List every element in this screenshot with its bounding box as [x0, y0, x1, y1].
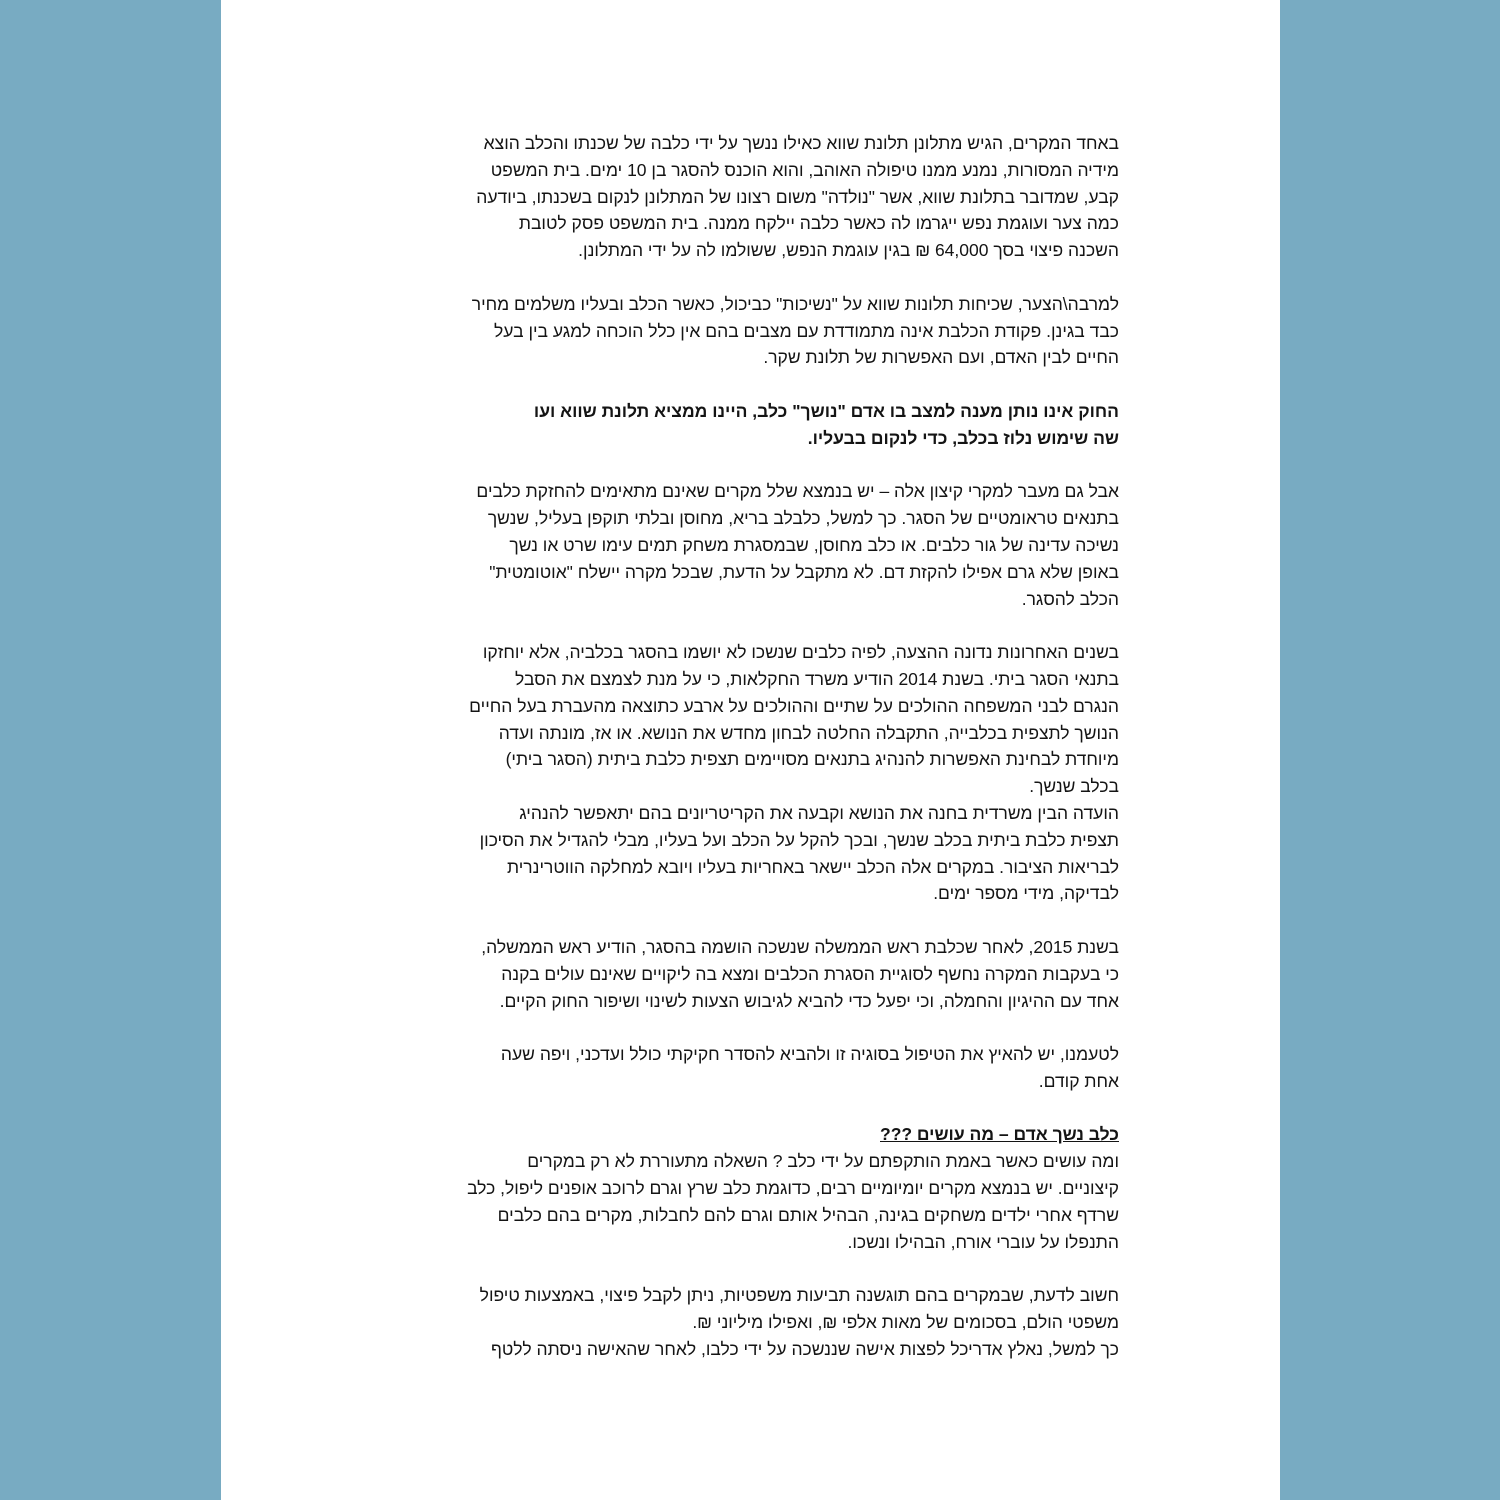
paragraph — [379, 398, 1119, 452]
text-line: קבע, שמדובר בתלונת שווא, אשר "נולדה" משום רצונו של המתלונן לנקום בשכנתו, ביודעה — [476, 186, 1119, 207]
text-line: הנושך לתצפית בכלבייה, התקבלה החלטה לבחון מחדש את הנושא. או אז, מונתה ועדה — [498, 722, 1119, 743]
document-body — [379, 130, 1119, 1389]
paragraph — [379, 1041, 1119, 1095]
heading-text: כלב נשך אדם – מה עושים ??? — [880, 1124, 1119, 1145]
document-page — [221, 0, 1280, 1500]
text-line: החוק אינו נותן מענה למצב בו אדם "נושך" כלב, היינו ממציא תלונת שווא ועו — [533, 400, 1119, 421]
text-line: שרדף אחרי ילדים משחקים בגינה, הבהיל אותם וגרם להם לחבלות, מקרים בהם כלבים — [497, 1204, 1119, 1225]
text-line: אבל גם מעבר למקרי קיצון אלה – יש בנמצא שלל מקרים שאינם מתאימים להחזקת כלבים — [476, 481, 1119, 502]
paragraph — [379, 1148, 1119, 1255]
paragraph — [379, 639, 1119, 800]
text-line: שה שימוש נלוז בכלב, כדי לנקום בבעליו. — [807, 427, 1119, 448]
paragraph — [379, 1336, 1119, 1363]
section-heading — [379, 1121, 1119, 1148]
text-line: למרבה\הצער, שכיחות תלונות שווא על "נשיכות" כביכול, כאשר הכלב ובעליו משלמים מחיר — [471, 293, 1119, 314]
text-line: קיצוניים. יש בנמצא מקרים יומיומיים רבים, כדוגמת כלב שרץ וגרם לרוכב אופנים ליפול, כלב — [467, 1178, 1119, 1199]
text-line: הכלב להסגר. — [1021, 588, 1119, 609]
text-line: החיים לבין האדם, ועם האפשרות של תלונת שקר. — [763, 347, 1119, 368]
paragraph — [379, 291, 1119, 371]
text-line: ומה עושים כאשר באמת הותקפתם על ידי כלב ? השאלה מתעוררת לא רק במקרים — [527, 1151, 1119, 1172]
text-line: כך למשל, נאלץ אדריכל לפצות אישה שננשכה על ידי כלבו, לאחר שהאישה ניסתה ללטף — [490, 1338, 1119, 1359]
text-line: בתנאים טראומטיים של הסגר. כך למשל, כלבלב בריא, מחוסן ובלתי תוקפן בעליל, שנשך — [487, 508, 1119, 529]
text-line: אחת קודם. — [1038, 1070, 1119, 1091]
paragraph — [379, 1282, 1119, 1336]
paragraph — [379, 130, 1119, 264]
text-line: באחד המקרים, הגיש מתלונן תלונת שווא כאילו ננשך על ידי כלבה של שכנתו והכלב הוצא — [483, 133, 1119, 153]
paragraph — [379, 934, 1119, 1014]
text-line: בכלב שנשך. — [1029, 776, 1119, 797]
text-line: נשיכה עדינה של גור כלבים. או כלב מחוסן, שבמסגרת משחק תמים עימו שרט או נשך — [509, 534, 1119, 555]
text-line: חשוב לדעת, שבמקרים בהם תוגשנה תביעות משפטיות, ניתן לקבל פיצוי, באמצעות טיפול — [479, 1285, 1119, 1306]
paragraph — [379, 478, 1119, 612]
text-line: משפטי הולם, בסכומים של מאות אלפי ₪, ואפילו מיליוני ₪. — [692, 1312, 1119, 1333]
text-line: אחד עם ההיגיון והחמלה, וכי יפעל כדי להביא לגיבוש הצעות לשינוי ושיפור החוק הקיים. — [499, 990, 1119, 1011]
text-line: כמה צער ועוגמת נפש ייגרמו לה כאשר כלבה יילקח ממנה. בית המשפט פסק לטובת — [518, 213, 1119, 234]
text-line: לבריאות הציבור. במקרים אלה הכלב יישאר באחריות בעליו ויובא למחלקה הווטרינרית — [507, 856, 1119, 877]
text-line: כי בעקבות המקרה נחשף לסוגיית הסגרת הכלבים ומצא בה ליקויים שאינם עולים בקנה — [501, 963, 1119, 984]
text-line: הועדה הבין משרדית בחנה את הנושא וקבעה את הקריטריונים בהם יתאפשר להנהיג — [519, 802, 1119, 823]
text-line: השכנה פיצוי בסך 64,000 ₪ בגין עוגמת הנפש, ששולמו לה על ידי המתלונן. — [578, 240, 1119, 261]
text-line: בשנים האחרונות נדונה ההצעה, לפיה כלבים שנשכו לא יושמו בהסגר בכלביה, אלא יוחזקו — [482, 642, 1119, 663]
text-line: מידיה המסורות, נמנע ממנו טיפולה האוהב, והוא הוכנס להסגר בן 10 ימים. בית המשפט — [490, 159, 1119, 180]
text-line: בשנת 2015, לאחר שכלבת ראש הממשלה שנשכה הושמה בהסגר, הודיע ראש הממשלה, — [481, 936, 1119, 957]
text-line: מיוחדת לבחינת האפשרות להנהיג בתנאים מסויימים תצפית כלבת ביתית (הסגר ביתי) — [505, 749, 1119, 770]
text-line: לבדיקה, מידי מספר ימים. — [933, 883, 1119, 904]
text-line: הנגרם לבני המשפחה ההולכים על שתיים וההולכים על ארבע כתוצאה מהעברת בעל החיים — [469, 695, 1119, 716]
text-line: כבד בגינן. פקודת הכלבת אינה מתמודדת עם מצבים בהם אין כלל הוכחה למגע בין בעל — [494, 320, 1119, 341]
text-line: התנפלו על עוברי אורח, הבהילו ונשכו. — [847, 1231, 1119, 1252]
text-line: לטעמנו, יש להאיץ את הטיפול בסוגיה זו ולהביא להסדר חקיקתי כולל ועדכני, ויפה שעה — [500, 1044, 1119, 1065]
text-line: באופן שלא גרם אפילו להקזת דם. לא מתקבל על הדעת, שבכל מקרה יישלח "אוטומטית" — [489, 561, 1119, 582]
text-line: בתנאי הסגר ביתי. בשנת 2014 הודיע משרד החקלאות, כי על מנת לצמצם את הסבל — [515, 668, 1119, 689]
paragraph — [379, 800, 1119, 907]
text-line: תצפית כלבת ביתית בכלב שנשך, ובכך להקל על הכלב ועל בעליו, מבלי להגדיל את הסיכון — [479, 829, 1119, 850]
